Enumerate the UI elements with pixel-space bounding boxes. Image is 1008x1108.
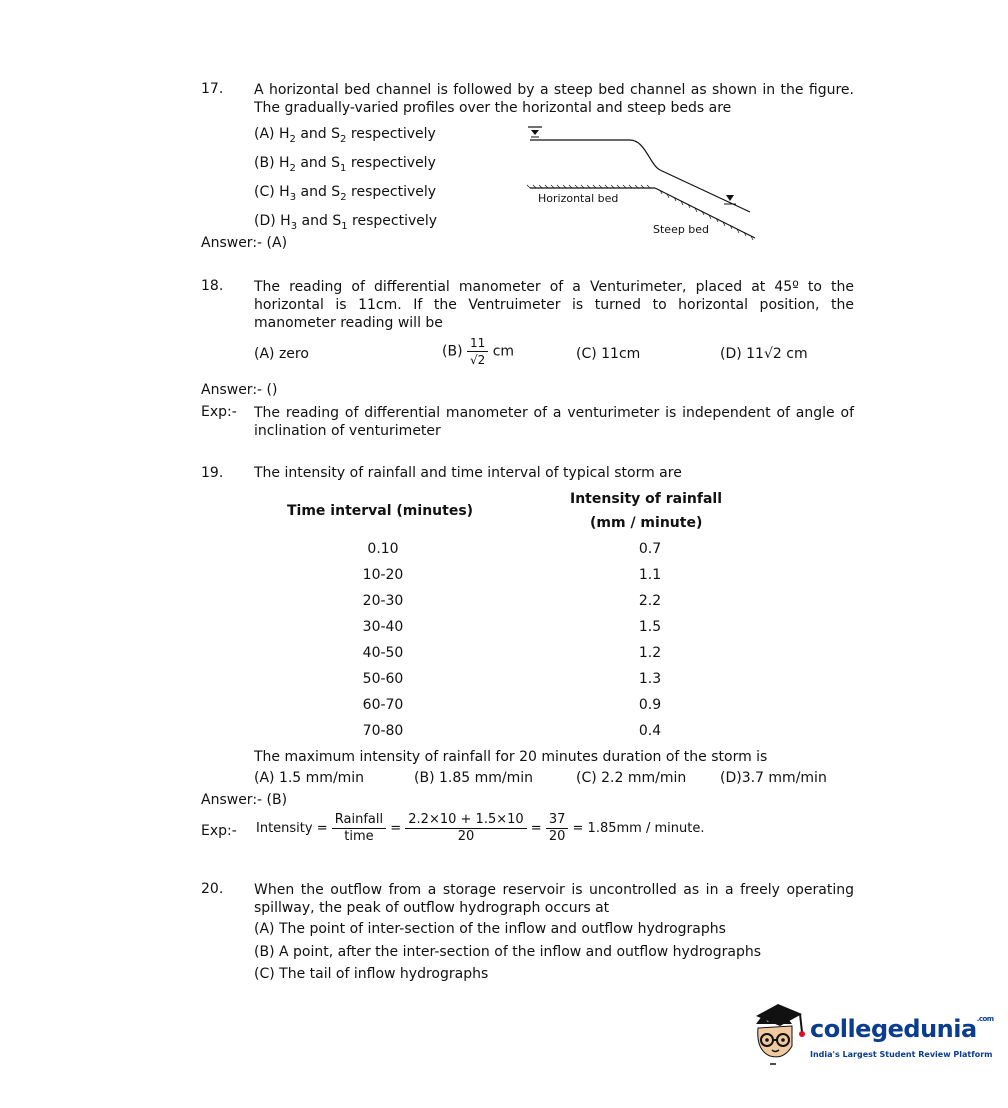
q19-option-b: (B) 1.85 mm/min xyxy=(414,770,533,786)
steep-bed-label: Steep bed xyxy=(653,223,710,236)
q17-option-d: (D) $H_3$ and $S_1$ respectively xyxy=(254,213,438,232)
q18-exp-label: Exp:- xyxy=(201,404,237,420)
q19-option-a: (A) 1.5 mm/min xyxy=(254,770,365,786)
q18-option-b: (B) $\frac{11}{√2}$ cm xyxy=(442,336,515,367)
q17-option-b: (B) $H_2$ and $S_1$ respectively xyxy=(254,155,436,174)
q18-answer: Answer:- () xyxy=(201,382,278,398)
q18-text: The reading of differential manometer of a Venturimeter, placed at 45º to the horizontal is 11cm. If the Ventruimeter is turned to horizontal position, the manometer reading will be xyxy=(254,279,854,331)
water-level-marker-left xyxy=(528,127,542,137)
table-header-time: Time interval (minutes) xyxy=(287,503,474,519)
table-cell-intensity: 0.7 xyxy=(638,541,662,557)
table-cell-interval: 30-40 xyxy=(362,619,404,635)
q20-text: When the outflow from a storage reservoir is uncontrolled as in a freely operating spillway, the peak of outflow hydrograph occurs at xyxy=(254,882,854,916)
brand-name: collegedunia$^{.com}$ xyxy=(810,1015,994,1043)
q19-question: The maximum intensity of rainfall for 20 minutes duration of the storm is xyxy=(254,749,768,765)
table-header-intensity: Intensity of rainfall xyxy=(570,491,722,507)
q17-text: A horizontal bed channel is followed by a steep bed channel as shown in the figure. The gradually-varied profiles over the horizontal and steep beds are xyxy=(254,82,854,116)
table-cell-intensity: 2.2 xyxy=(638,593,662,609)
q17-answer: Answer:- (A) xyxy=(201,235,288,251)
q19-option-c: (C) 2.2 mm/min xyxy=(576,770,687,786)
horizontal-bed-label: Horizontal bed xyxy=(538,192,619,205)
table-cell-interval: 70-80 xyxy=(362,723,404,739)
table-cell-intensity: 0.4 xyxy=(638,723,662,739)
q18-option-a: (A) zero xyxy=(254,346,309,362)
table-cell-intensity: 1.5 xyxy=(638,619,662,635)
table-cell-intensity: 1.1 xyxy=(638,567,662,583)
table-cell-interval: 20-30 xyxy=(362,593,404,609)
table-cell-interval: 60-70 xyxy=(362,697,404,713)
q20-option-c: (C) The tail of inflow hydrographs xyxy=(254,966,489,982)
q17-option-a: (A) $H_2$ and $S_2$ respectively xyxy=(254,126,436,145)
q20-number: 20. xyxy=(201,881,224,897)
table-cell-interval: 10-20 xyxy=(362,567,404,583)
horizontal-bed xyxy=(527,185,655,188)
q19-exp-label: Exp:- xyxy=(201,823,237,839)
q17-option-c: (C) $H_3$ and $S_2$ respectively xyxy=(254,184,437,203)
q20-option-b: (B) A point, after the inter-section of the inflow and outflow hydrographs xyxy=(254,944,762,960)
collegedunia-mascot-icon xyxy=(748,998,808,1068)
q19-answer: Answer:- (B) xyxy=(201,792,288,808)
q19-option-d: (D)3.7 mm/min xyxy=(720,770,827,786)
table-header-unit: (mm / minute) xyxy=(590,515,703,531)
q20-option-a: (A) The point of inter-section of the inflow and outflow hydrographs xyxy=(254,921,726,937)
table-cell-interval: 0.10 xyxy=(367,541,399,557)
table-cell-interval: 40-50 xyxy=(362,645,404,661)
q19-text: The intensity of rainfall and time interval of typical storm are xyxy=(254,465,682,481)
q18-option-c: (C) 11cm xyxy=(576,346,641,362)
q19-exp-formula: Intensity = $\frac{\text{Rainfall}}{\text{time}}$ = $\frac{2.2\times 10 + 1.5\times 10}{20}$ = $\frac{37}{20}$ = 1.85mm / minute. xyxy=(256,812,705,844)
q18-exp-text: The reading of differential manometer of a venturimeter is independent of angle of inclination of venturimeter xyxy=(254,405,854,439)
brand-tagline: India's Largest Student Review Platform xyxy=(810,1050,993,1059)
channel-profile-figure xyxy=(520,120,770,245)
table-cell-intensity: 1.3 xyxy=(638,671,662,687)
q19-number: 19. xyxy=(201,465,224,481)
table-cell-intensity: 1.2 xyxy=(638,645,662,661)
q17-number: 17. xyxy=(201,81,224,97)
table-cell-intensity: 0.9 xyxy=(638,697,662,713)
q18-option-d: (D) 11√2 cm xyxy=(720,346,808,362)
q18-number: 18. xyxy=(201,278,224,294)
table-cell-interval: 50-60 xyxy=(362,671,404,687)
